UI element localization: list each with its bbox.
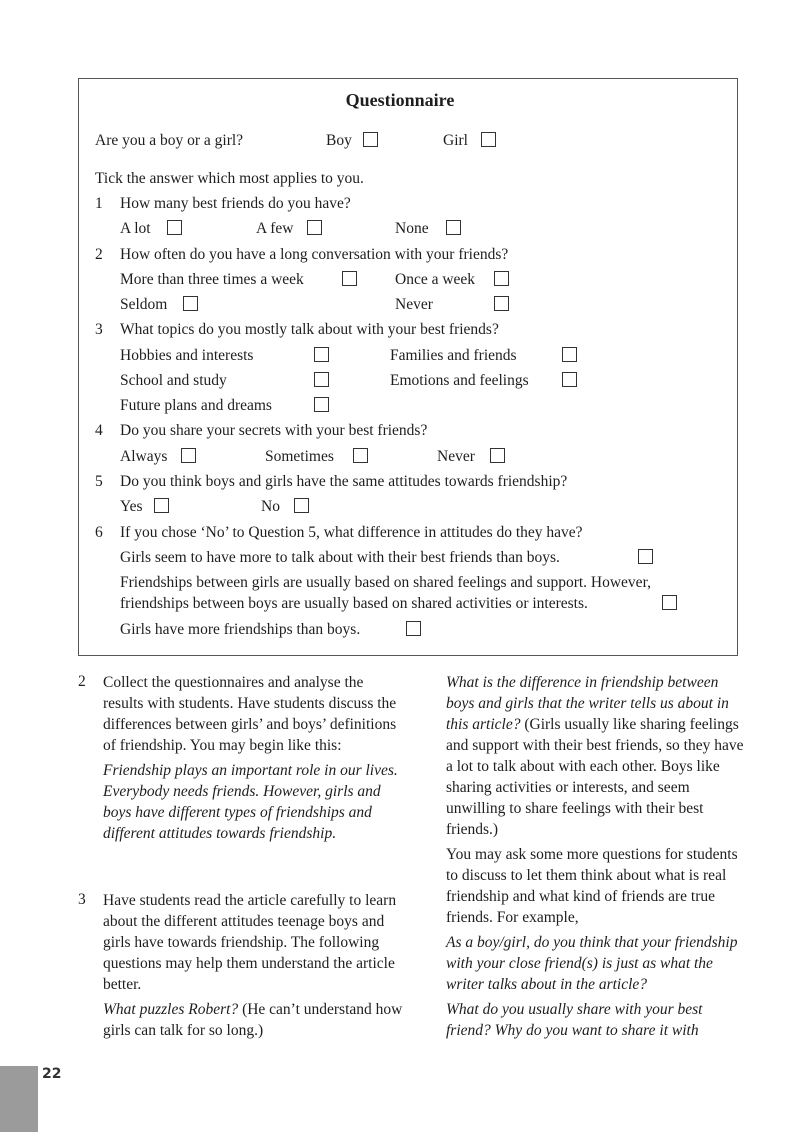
checkbox[interactable] (314, 397, 329, 412)
question-text: Do you share your secrets with your best friends? (120, 422, 428, 439)
left-column-item2 (103, 672, 403, 848)
checkbox[interactable] (154, 498, 169, 513)
left-column-item3 (103, 890, 403, 1045)
page-tab-bar (0, 1066, 38, 1132)
option-label: More than three times a week (120, 271, 304, 288)
gender-question: Are you a boy or a girl? (95, 132, 244, 149)
checkbox[interactable] (406, 621, 421, 636)
questionnaire-box (78, 78, 738, 656)
checkbox[interactable] (167, 220, 182, 235)
question-number: 2 (95, 246, 103, 263)
checkbox[interactable] (494, 296, 509, 311)
question1: What is the difference in friendship between boys and girls that the writer tells us about in this article? (446, 674, 729, 733)
option-label: Always (120, 448, 168, 465)
item3-text: Have students read the article carefully to learn about the different attitudes teenage boys and girls have towards friendship. The following questions may help them understand the article better. (103, 892, 397, 993)
checkbox[interactable] (562, 372, 577, 387)
option-label: Future plans and dreams (120, 397, 272, 414)
question-text: If you chose ‘No’ to Question 5, what difference in attitudes do they have? (120, 524, 583, 541)
question-text: What topics do you mostly talk about with your best friends? (120, 321, 499, 338)
item3-answer: (He can’t understand how girls can talk for so long.) (103, 1001, 403, 1039)
checkbox[interactable] (342, 271, 357, 286)
checkbox[interactable] (662, 595, 677, 610)
option-label: Emotions and feelings (390, 372, 529, 389)
option-label: Hobbies and interests (120, 347, 254, 364)
question-number: 6 (95, 524, 103, 541)
option-boy-label: Boy (326, 132, 352, 149)
option-label: School and study (120, 372, 227, 389)
question-text: How many best friends do you have? (120, 195, 351, 212)
option-label: Never (437, 448, 475, 465)
question1-paragraph (446, 672, 746, 840)
checkbox[interactable] (494, 271, 509, 286)
question-text: Do you think boys and girls have the same attitudes towards friendship? (120, 473, 568, 490)
item3-question-paragraph (103, 999, 403, 1041)
checkbox[interactable] (314, 347, 329, 362)
question-number: 3 (95, 321, 103, 338)
option-label: Families and friends (390, 347, 517, 364)
option-girl-label: Girl (443, 132, 468, 149)
option-label: None (395, 220, 429, 237)
checkbox[interactable] (307, 220, 322, 235)
example-question-2: What do you usually share with your best friend? Why do you want to share it with (446, 1001, 703, 1039)
option-label: No (261, 498, 280, 515)
checkbox[interactable] (638, 549, 653, 564)
option-label: Friendships between girls are usually based on shared feelings and support. However, (120, 574, 651, 591)
item-number: 3 (78, 891, 86, 908)
question-text: How often do you have a long conversation with your friends? (120, 246, 509, 263)
checkbox[interactable] (353, 448, 368, 463)
option-label: Seldom (120, 296, 168, 313)
option-label: Never (395, 296, 433, 313)
answer1: (Girls usually like sharing feelings and support with their best friends, so they have a lot to talk about with each other. Boys like sharing activities or interests, and seem unwilling to share feelings with their best friends.) (446, 716, 744, 838)
checkbox[interactable] (562, 347, 577, 362)
checkbox[interactable] (183, 296, 198, 311)
checkbox-boy[interactable] (363, 132, 378, 147)
option-label: friendships between boys are usually based on shared activities or interests. (120, 595, 588, 612)
checkbox[interactable] (446, 220, 461, 235)
option-label: A lot (120, 220, 151, 237)
item-number: 2 (78, 673, 86, 690)
instruction-text: Tick the answer which most applies to you. (95, 170, 364, 187)
question-number: 1 (95, 195, 103, 212)
checkbox[interactable] (314, 372, 329, 387)
option-label: Yes (120, 498, 143, 515)
discussion-paragraph: You may ask some more questions for students to discuss to let them think about what is real friendship and what kind of friends are true friends. For example, (446, 846, 738, 926)
page-number: 22 (42, 1066, 62, 1082)
checkbox[interactable] (294, 498, 309, 513)
option-label: Girls seem to have more to talk about with their best friends than boys. (120, 549, 560, 566)
option-label: Once a week (395, 271, 476, 288)
checkbox[interactable] (181, 448, 196, 463)
option-label: Girls have more friendships than boys. (120, 621, 361, 638)
example-question-1: As a boy/girl, do you think that your friendship with your close friend(s) is just as what the writer talks about in the article? (446, 934, 738, 993)
item2-example: Friendship plays an important role in our lives. Everybody needs friends. However, girls and boys have different types of friendships and different attitudes towards friendship. (103, 762, 398, 842)
question-number: 4 (95, 422, 103, 439)
item2-text: Collect the questionnaires and analyse the results with students. Have students discuss the differences between girls’ and boys’ definitions of friendship. You may begin like this: (103, 674, 397, 754)
item3-question: What puzzles Robert? (103, 1001, 239, 1018)
checkbox-girl[interactable] (481, 132, 496, 147)
option-label: A few (256, 220, 294, 237)
checkbox[interactable] (490, 448, 505, 463)
question-number: 5 (95, 473, 103, 490)
questionnaire-title: Questionnaire (345, 90, 455, 110)
option-label: Sometimes (265, 448, 334, 465)
right-column (446, 672, 746, 1045)
